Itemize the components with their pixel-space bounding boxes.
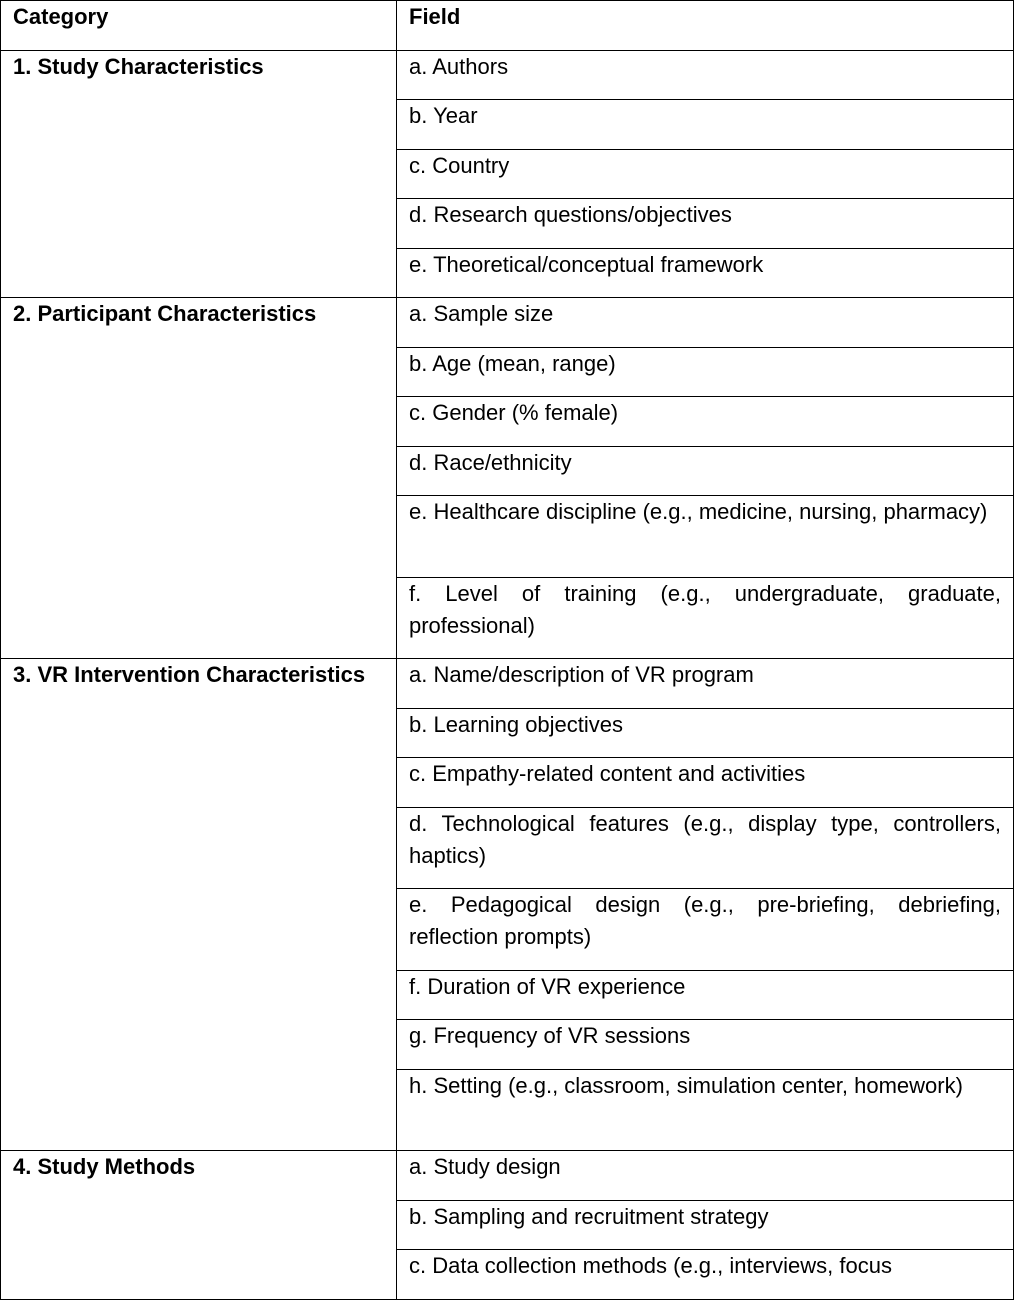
field-cell: d. Research questions/objectives [397, 199, 1014, 249]
field-cell: d. Race/ethnicity [397, 446, 1014, 496]
header-row [1, 1, 1014, 51]
field-cell: g. Frequency of VR sessions [397, 1020, 1014, 1070]
table-row [1, 50, 1014, 100]
field-cell: a. Study design [397, 1151, 1014, 1201]
field-cell: c. Empathy-related content and activities [397, 758, 1014, 808]
field-cell: e. Pedagogical design (e.g., pre-briefing, debriefing, reflection prompts) [397, 889, 1014, 971]
table-row [1, 298, 1014, 348]
field-cell: f. Duration of VR experience [397, 970, 1014, 1020]
field-cell: c. Data collection methods (e.g., interviews, focus [397, 1250, 1014, 1300]
field-cell: b. Learning objectives [397, 708, 1014, 758]
category-participant-characteristics: 2. Participant Characteristics [1, 298, 397, 659]
field-cell: c. Country [397, 149, 1014, 199]
field-cell: f. Level of training (e.g., undergraduate, graduate, professional) [397, 577, 1014, 659]
header-field: Field [397, 1, 1014, 51]
field-cell: e. Healthcare discipline (e.g., medicine, nursing, pharmacy) [397, 496, 1014, 578]
field-cell: c. Gender (% female) [397, 397, 1014, 447]
field-cell: b. Year [397, 100, 1014, 150]
table-row [1, 659, 1014, 709]
category-study-methods: 4. Study Methods [1, 1151, 397, 1300]
field-cell: a. Name/description of VR program [397, 659, 1014, 709]
table-row [1, 1151, 1014, 1201]
field-cell: a. Authors [397, 50, 1014, 100]
header-category: Category [1, 1, 397, 51]
field-cell: d. Technological features (e.g., display type, controllers, haptics) [397, 807, 1014, 889]
field-cell: h. Setting (e.g., classroom, simulation center, homework) [397, 1069, 1014, 1151]
field-cell: b. Sampling and recruitment strategy [397, 1200, 1014, 1250]
category-study-characteristics: 1. Study Characteristics [1, 50, 397, 298]
category-vr-intervention-characteristics: 3. VR Intervention Characteristics [1, 659, 397, 1151]
field-cell: a. Sample size [397, 298, 1014, 348]
field-cell: b. Age (mean, range) [397, 347, 1014, 397]
field-cell: e. Theoretical/conceptual framework [397, 248, 1014, 298]
